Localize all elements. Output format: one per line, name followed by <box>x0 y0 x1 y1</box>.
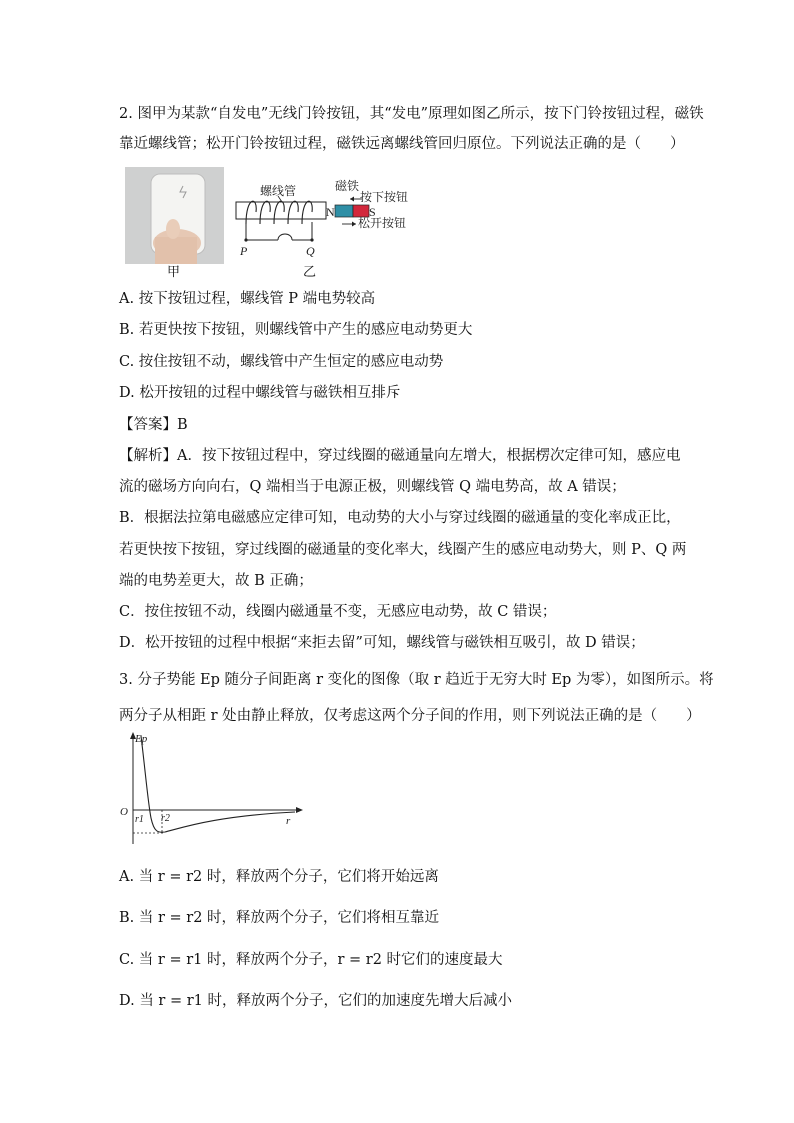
origin-label: O <box>120 806 128 818</box>
magnet-label: 磁铁 <box>335 179 360 193</box>
magnet-n-pole <box>335 205 353 217</box>
r1-label: r1 <box>135 814 144 825</box>
q2-option-c: C. 按住按钮不动，螺线管中产生恒定的感应电动势 <box>119 354 444 370</box>
q2-analysis-line5: 端的电势差更大，故 B 正确； <box>119 573 313 589</box>
pole-s-label: S <box>369 205 376 219</box>
q2-answer: 【答案】B <box>119 417 188 433</box>
solenoid-diagram <box>232 176 412 262</box>
doorbell-photo-illustration <box>125 167 224 264</box>
q3-stem-line2: 两分子从相距 r 处由静止释放，仅考虑这两个分子间的作用，则下列说法正确的是（ ） <box>119 708 701 724</box>
doorbell-photo <box>125 167 224 264</box>
q2-option-d: D. 松开按钮的过程中螺线管与磁铁相互排斥 <box>119 385 401 401</box>
q2-analysis-line6: C．按住按钮不动，线圈内磁通量不变，无感应电动势，故 C 错误； <box>119 604 557 620</box>
pole-n-label: N <box>326 205 335 219</box>
potential-energy-graph <box>115 728 310 846</box>
q2-analysis-line1: 【解析】A．按下按钮过程中，穿过线圈的磁通量向左增大，根据楞次定律可知，感应电 <box>119 448 681 464</box>
q2-analysis-line7: D．松开按钮的过程中根据“来拒去留”可知，螺线管与磁铁相互吸引，故 D 错误； <box>119 635 645 651</box>
figure-label-jia: 甲 <box>167 265 181 280</box>
q2-analysis-line4: 若更快按下按钮，穿过线圈的磁通量的变化率大，线圈产生的感应电动势大，则 P、Q 两 <box>119 542 687 558</box>
y-axis-label: Ep <box>135 733 148 745</box>
figure-label-yi: 乙 <box>303 265 317 280</box>
r2-label: r2 <box>161 813 170 824</box>
q3-option-a: A. 当 r = r2 时，释放两个分子，它们将开始远离 <box>119 869 439 885</box>
q2-option-a: A. 按下按钮过程，螺线管 P 端电势较高 <box>119 291 376 307</box>
q2-analysis-line2: 流的磁场方向向右，Q 端相当于电源正极，则螺线管 Q 端电势高，故 A 错误； <box>119 479 626 495</box>
q2-stem-line1: 2. 图甲为某款“自发电”无线门铃按钮，其“发电”原理如图乙所示，按下门铃按钮过程，磁铁 <box>119 106 704 122</box>
q2-stem-line2: 靠近螺线管；松开门铃按钮过程，磁铁远离螺线管回归原位。下列说法正确的是（ ） <box>119 136 685 152</box>
x-axis-label: r <box>286 815 291 827</box>
q3-option-d: D. 当 r = r1 时，释放两个分子，它们的加速度先增大后减小 <box>119 993 512 1009</box>
q3-option-c: C. 当 r = r1 时，释放两个分子，r = r2 时它们的速度最大 <box>119 952 503 968</box>
q2-option-b: B. 若更快按下按钮，则螺线管中产生的感应电动势更大 <box>119 322 473 338</box>
press-label: 按下按钮 <box>360 190 409 204</box>
q3-stem-line1: 3. 分子势能 Ep 随分子间距离 r 变化的图像（取 r 趋近于无穷大时 Ep 为零），如图所示。将 <box>119 672 714 688</box>
q2-analysis-line3: B．根据法拉第电磁感应定律可知，电动势的大小与穿过线圈的磁通量的变化率成正比， <box>119 510 681 526</box>
terminal-p-label: P <box>240 244 248 258</box>
release-label: 松开按钮 <box>358 216 407 230</box>
q3-option-b: B. 当 r = r2 时，释放两个分子，它们将相互靠近 <box>119 910 440 926</box>
terminal-q-label: Q <box>306 244 315 258</box>
solenoid-label: 螺线管 <box>260 184 297 198</box>
